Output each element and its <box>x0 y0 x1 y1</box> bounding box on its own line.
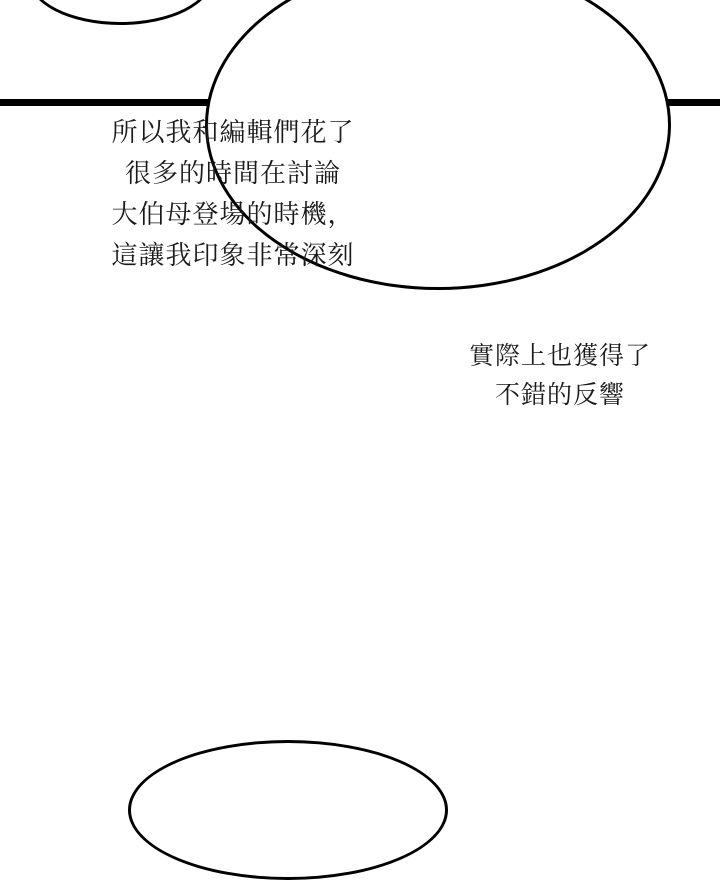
balloon-line: 所以我和編輯們花了 <box>111 118 355 148</box>
narration-text <box>440 336 680 414</box>
balloon-line: 大伯母登場的時機， <box>111 200 355 230</box>
narration-line: 實際上也獲得了 <box>468 341 651 370</box>
balloon-line: 很多的時間在討論 <box>124 159 341 189</box>
partial-speech-balloon-bottom <box>128 740 448 880</box>
speech-balloon-main-text <box>0 0 466 330</box>
balloon-line: 這讓我印象非常深刻 <box>111 241 355 271</box>
narration-line: 不錯的反響 <box>494 380 625 409</box>
